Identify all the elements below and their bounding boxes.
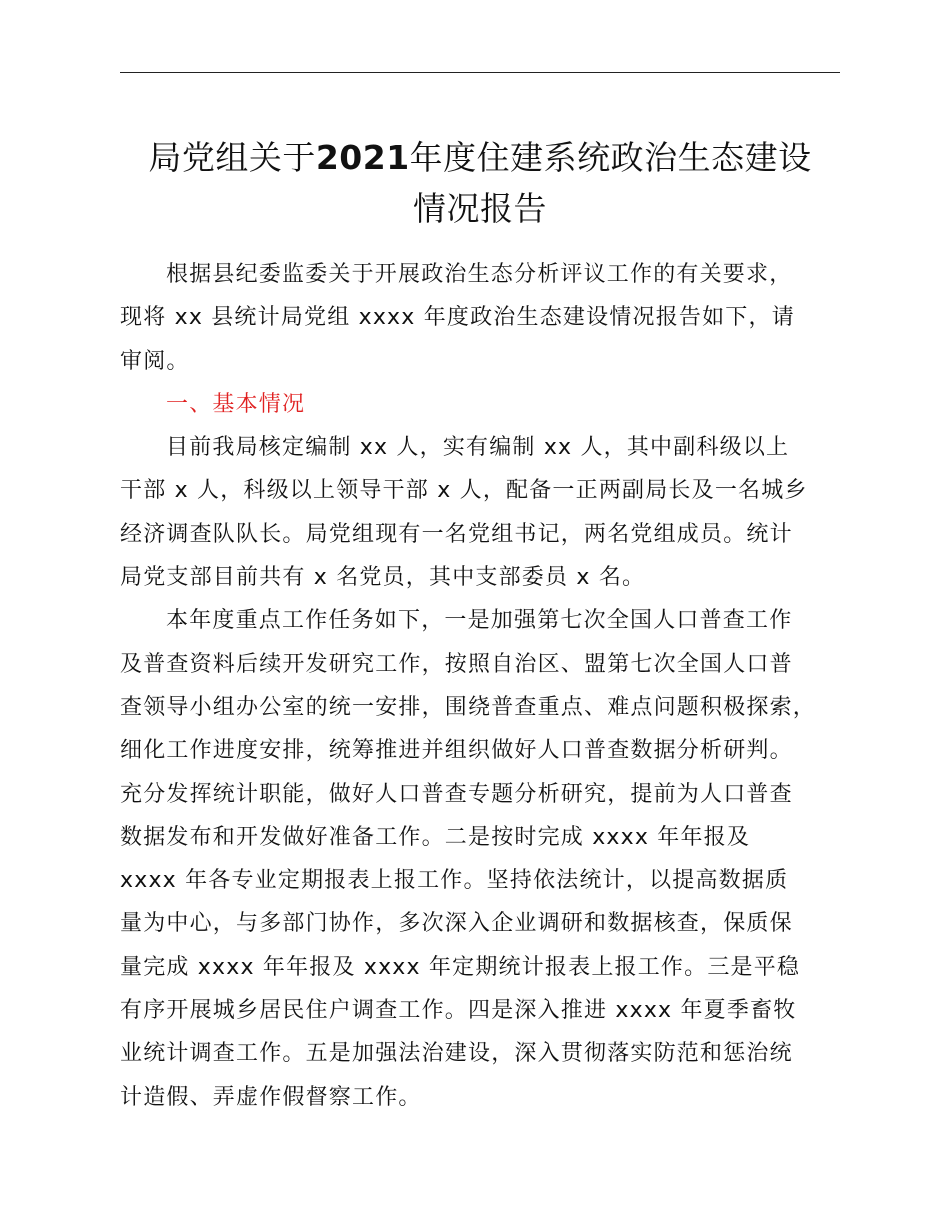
paragraph-line: 细化工作进度安排，统筹推进并组织做好人口普查数据分析研判。	[120, 738, 793, 764]
paragraph-line: 充分发挥统计职能，做好人口普查专题分析研究，提前为人口普查	[120, 781, 793, 807]
paragraph-line: 本年度重点工作任务如下，一是加强第七次全国人口普查工作	[166, 608, 793, 634]
title-suffix: 年度住建系统政治生态建设	[409, 138, 812, 177]
document-body	[120, 253, 850, 1119]
paragraph-line: 经济调查队队长。局党组现有一名党组书记，两名党组成员。统计	[120, 521, 793, 547]
paragraph-line: 目前我局核定编制 xx 人，实有编制 xx 人，其中副科级以上	[166, 435, 790, 461]
section-heading-basic-situation: 一、基本情况	[166, 391, 306, 417]
intro-line: 根据县纪委监委关于开展政治生态分析评议工作的有关要求，	[166, 262, 793, 287]
paragraph-line: 干部 x 人，科级以上领导干部 x 人，配备一正两副局长及一名城乡	[120, 478, 808, 504]
header-rule	[120, 72, 840, 73]
paragraph-line: 及普查资料后续开发研究工作，按照自治区、盟第七次全国人口普	[120, 651, 793, 677]
paragraph-line: 业统计调查工作。五是加强法治建设，深入贯彻落实防范和惩治统	[120, 1041, 793, 1067]
paragraph-line: 量为中心，与多部门协作，多次深入企业调研和数据核查，保质保	[120, 911, 793, 937]
paragraph-line: 局党支部目前共有 x 名党员，其中支部委员 x 名。	[120, 565, 646, 591]
paragraph-line: 有序开展城乡居民住户调查工作。四是深入推进 xxxx 年夏季畜牧	[120, 998, 797, 1024]
paragraph-line: 数据发布和开发做好准备工作。二是按时完成 xxxx 年年报及	[120, 824, 751, 850]
document-title-line-1	[110, 136, 850, 180]
paragraph-line: 查领导小组办公室的统一安排，围绕普查重点、难点问题积极探索，	[120, 694, 817, 720]
intro-line: 审阅。	[120, 348, 190, 374]
document-title-line-2: 情况报告	[413, 189, 547, 228]
paragraph-line: 计造假、弄虚作假督察工作。	[120, 1084, 422, 1110]
paragraph-line: xxxx 年各专业定期报表上报工作。坚持依法统计，以提高数据质	[120, 868, 789, 894]
intro-line: 现将 xx 县统计局党组 xxxx 年度政治生态建设情况报告如下，请	[120, 305, 795, 331]
title-prefix: 局党组关于	[148, 138, 316, 177]
title-year: 2021	[315, 138, 410, 177]
paragraph-line: 量完成 xxxx 年年报及 xxxx 年定期统计报表上报工作。三是平稳	[120, 954, 801, 980]
